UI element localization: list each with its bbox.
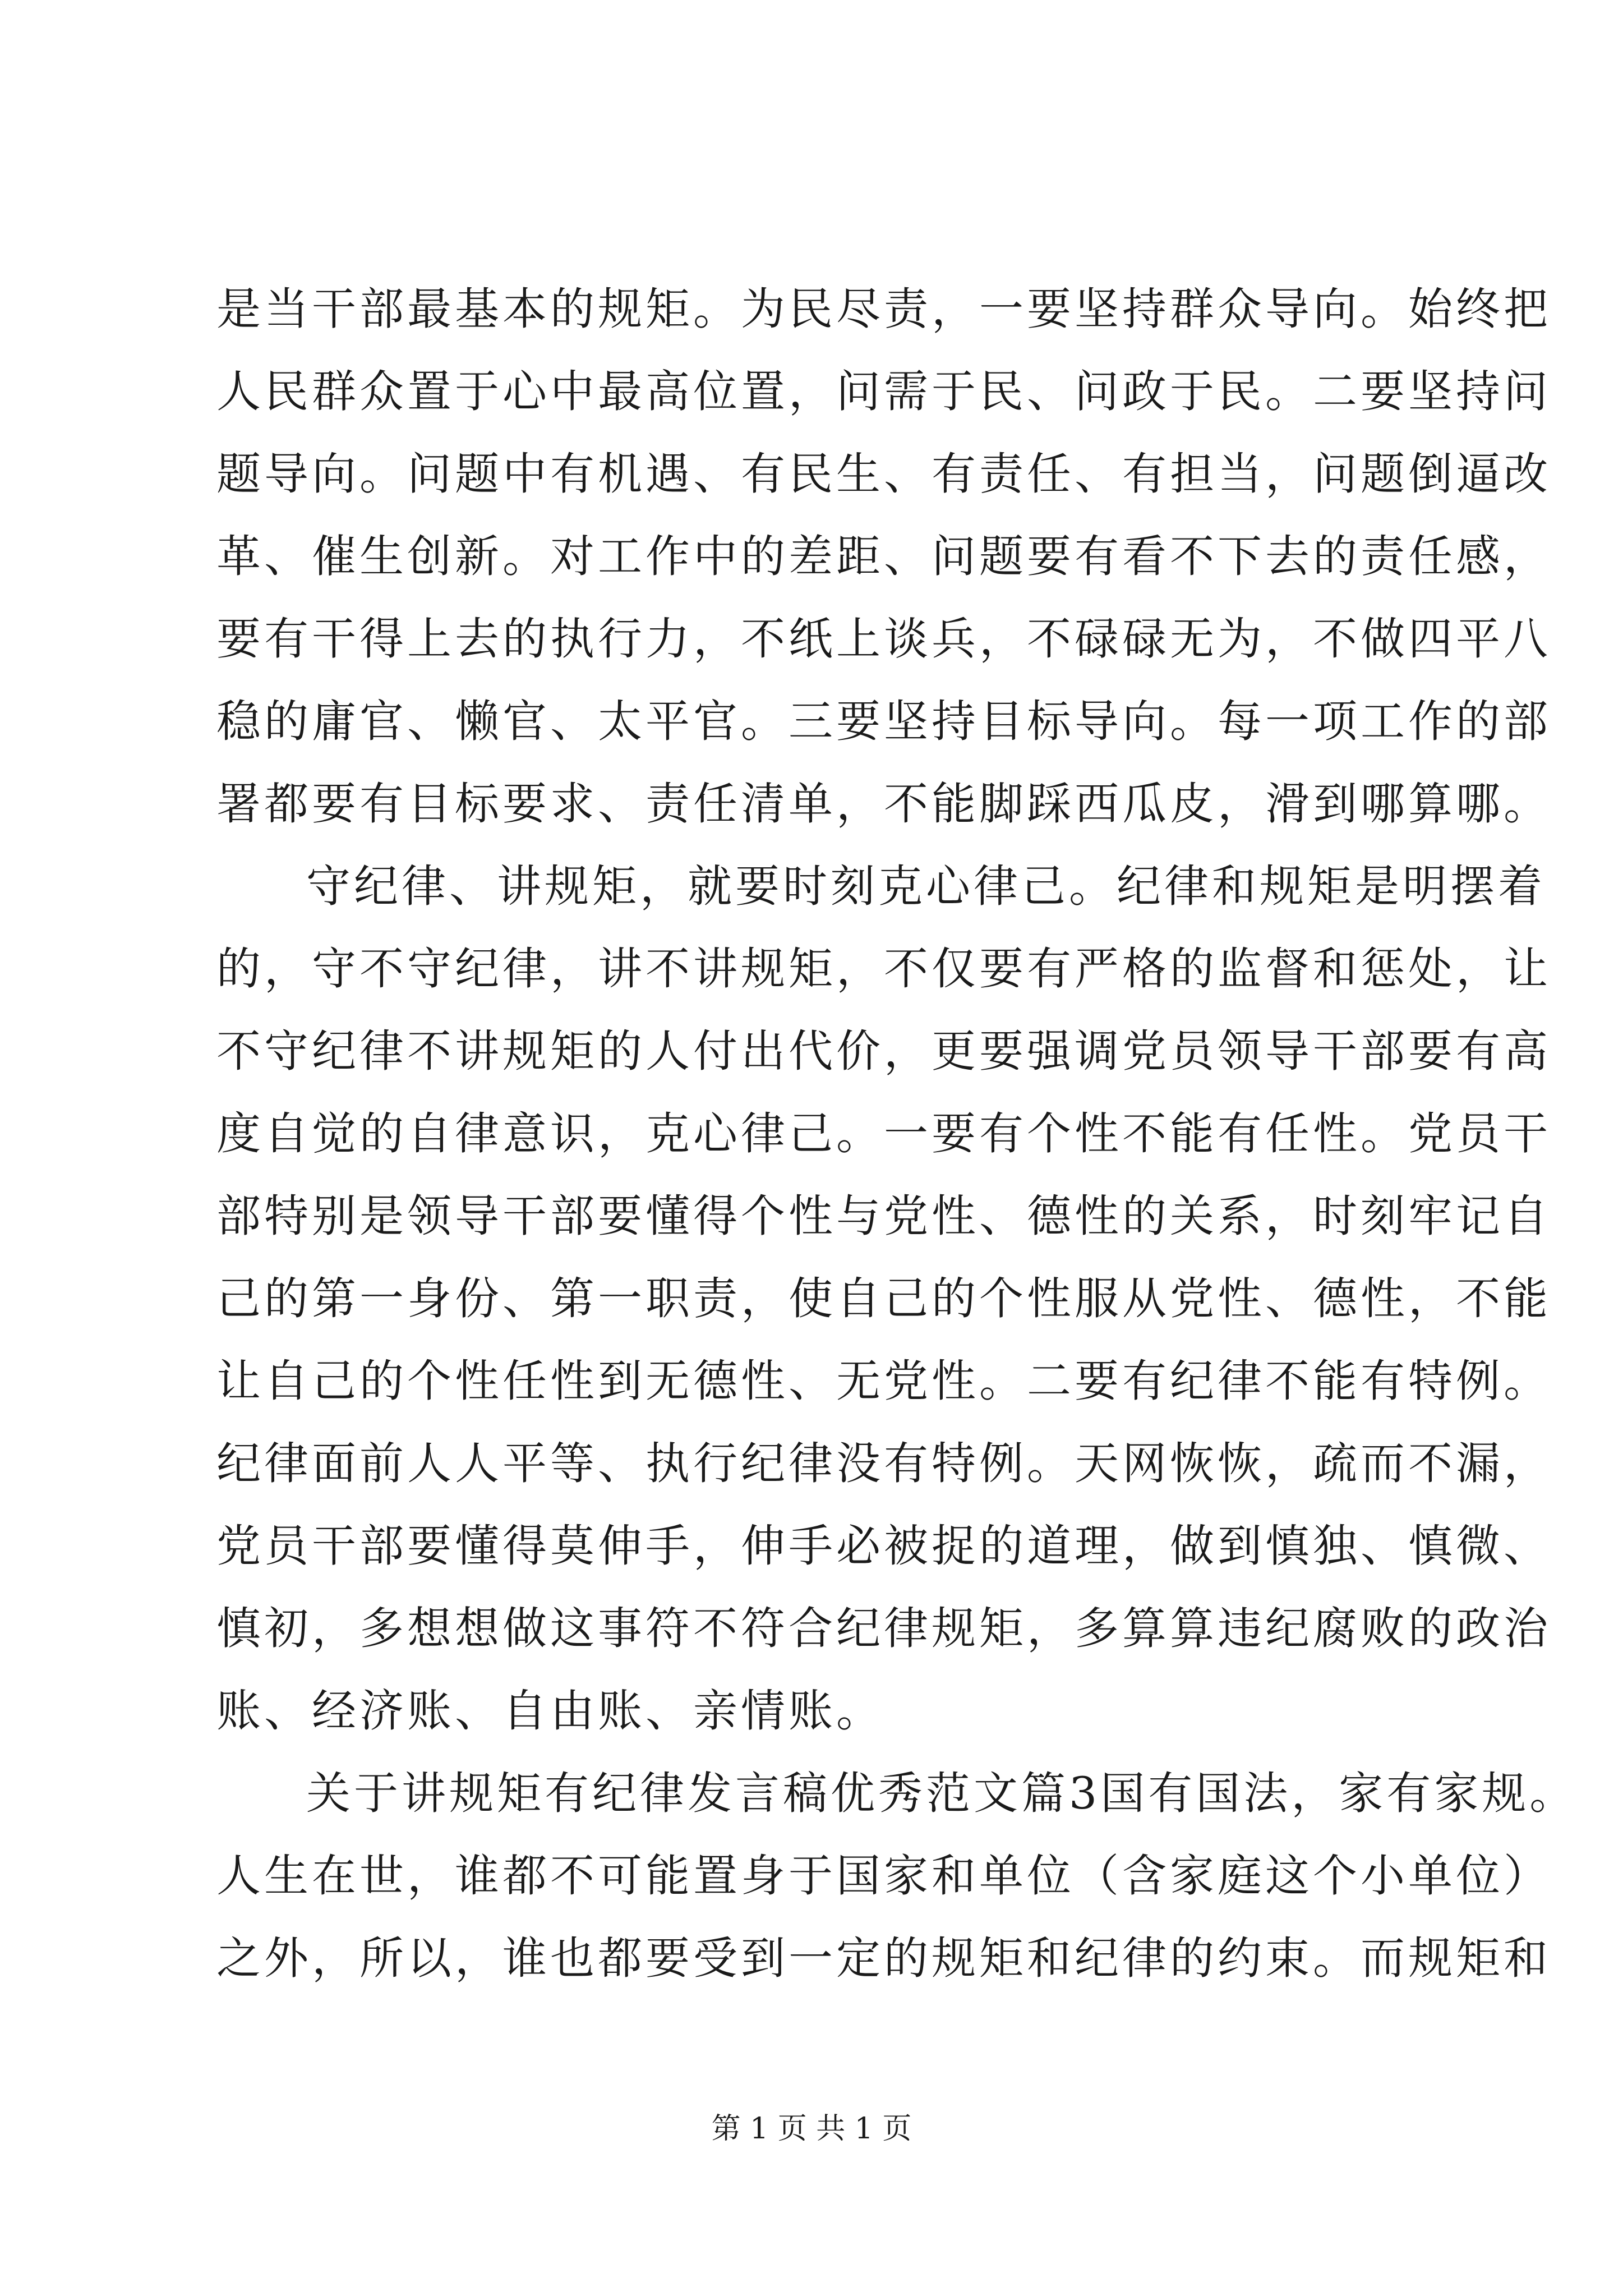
text-line: 之外，所以，谁也都要受到一定的规矩和纪律的约束。而规矩和 — [216, 1932, 1551, 1984]
text-line: 人民群众置于心中最高位置，问需于民、问政于民。二要坚持问 — [216, 366, 1551, 417]
text-line: 是当干部最基本的规矩。为民尽责，一要坚持群众导向。始终把 — [216, 283, 1551, 335]
text-line: 稳的庸官、懒官、太平官。三要坚持目标导向。每一项工作的部 — [216, 696, 1551, 747]
text-line: 账、经济账、自由账、亲情账。 — [216, 1685, 884, 1737]
paragraph-start-line: 守纪律、讲规矩，就要时刻克心律己。纪律和规矩是明摆着 — [306, 861, 1546, 912]
text-line: 题导向。问题中有机遇、有民生、有责任、有担当，问题倒逼改 — [216, 448, 1551, 500]
body-text — [216, 268, 1578, 2000]
text-line: 署都要有目标要求、责任清单，不能脚踩西瓜皮，滑到哪算哪。 — [216, 778, 1551, 830]
text-line: 人生在世，谁都不可能置身于国家和单位（含家庭这个小单位） — [216, 1850, 1551, 1902]
text-line: 让自己的个性任性到无德性、无党性。二要有纪律不能有特例。 — [216, 1355, 1551, 1407]
page-number-label: 第 1 页 共 1 页 — [711, 2112, 912, 2146]
text-line: 要有干得上去的执行力，不纸上谈兵，不碌碌无为，不做四平八 — [216, 613, 1551, 665]
paragraph-start-line: 关于讲规矩有纪律发言稿优秀范文篇3国有国法，家有家规。 — [306, 1768, 1578, 1819]
text-line: 党员干部要懂得莫伸手，伸手必被捉的道理，做到慎独、慎微、 — [216, 1520, 1551, 1572]
text-line: 度自觉的自律意识，克心律己。一要有个性不能有任性。党员干 — [216, 1108, 1551, 1159]
text-line: 不守纪律不讲规矩的人付出代价，更要强调党员领导干部要有高 — [216, 1025, 1551, 1077]
page-footer — [0, 2105, 1623, 2147]
text-line: 己的第一身份、第一职责，使自己的个性服从党性、德性，不能 — [216, 1273, 1551, 1324]
text-line: 革、催生创新。对工作中的差距、问题要有看不下去的责任感， — [216, 531, 1551, 582]
text-line: 纪律面前人人平等、执行纪律没有特例。天网恢恢，疏而不漏， — [216, 1438, 1551, 1489]
text-line: 慎初，多想想做这事符不符合纪律规矩，多算算违纪腐败的政治 — [216, 1603, 1551, 1654]
text-line: 部特别是领导干部要懂得个性与党性、德性的关系，时刻牢记自 — [216, 1190, 1551, 1242]
text-line: 的，守不守纪律，讲不讲规矩，不仅要有严格的监督和惩处，让 — [216, 943, 1551, 995]
